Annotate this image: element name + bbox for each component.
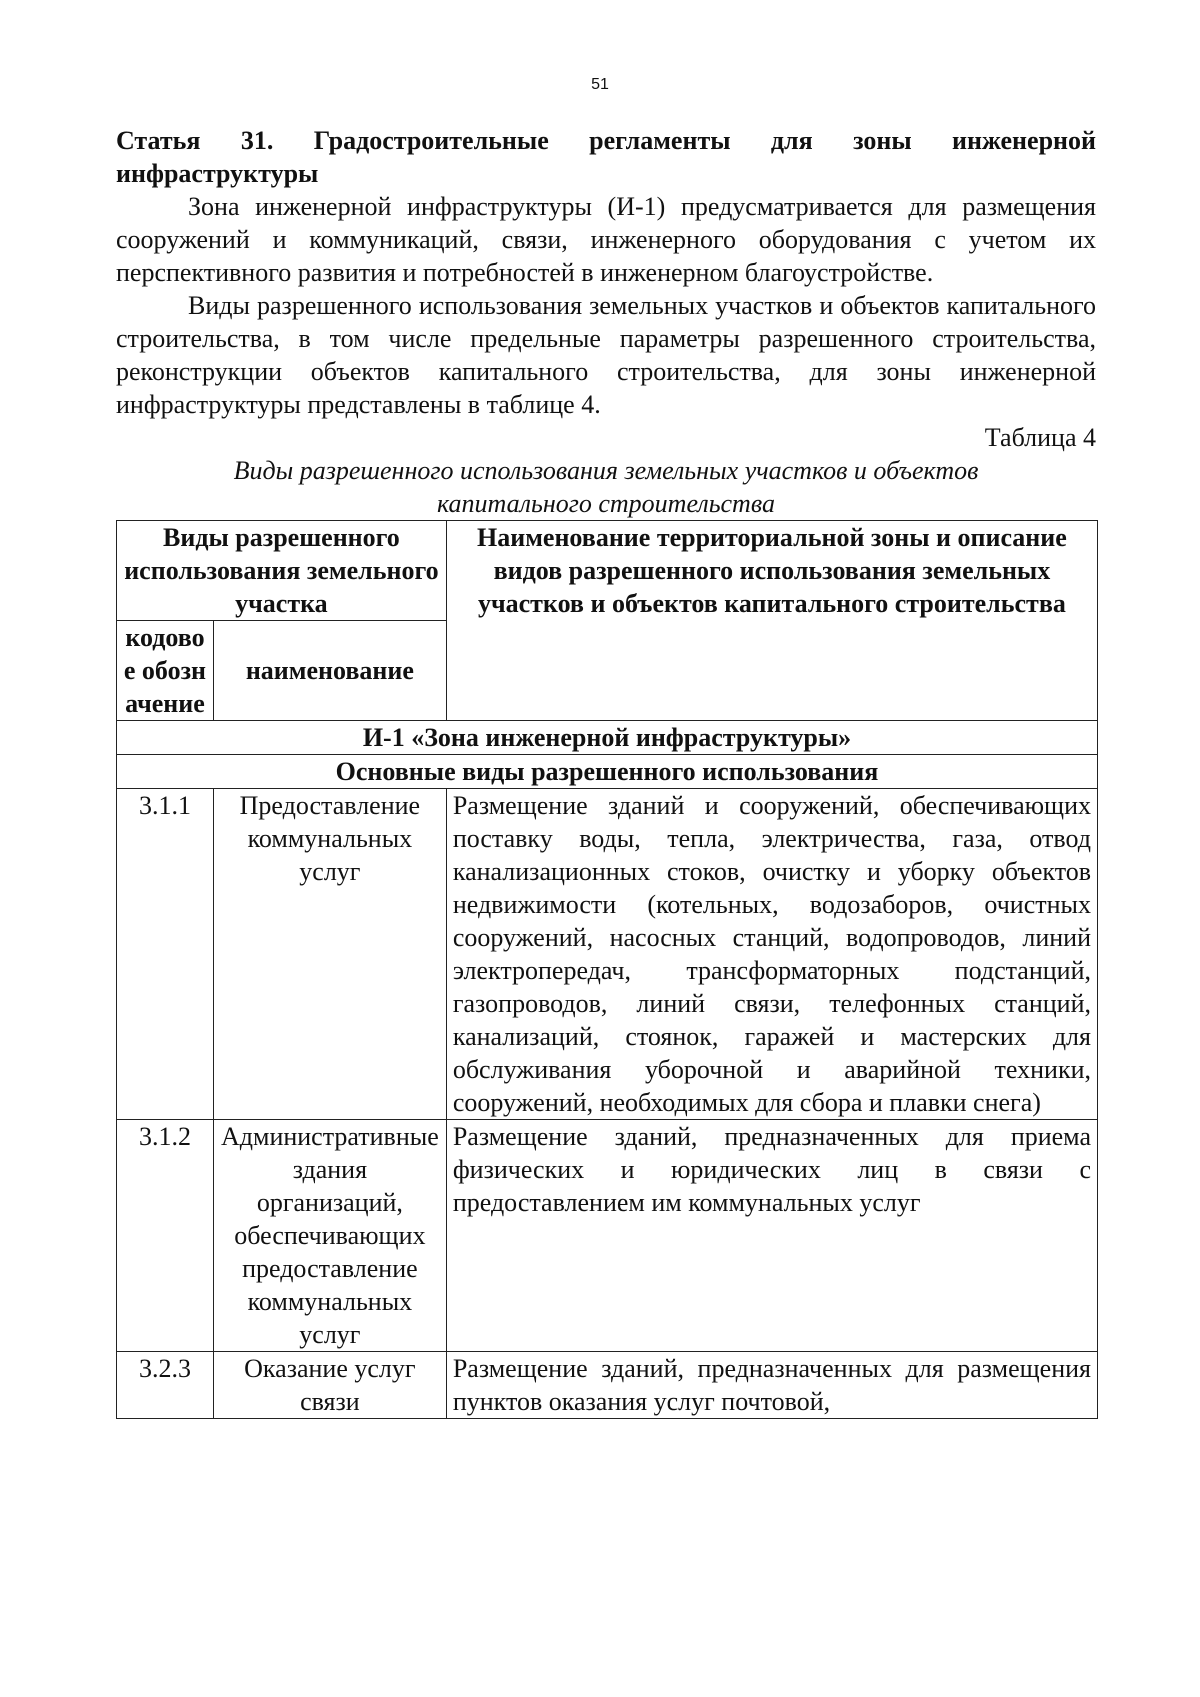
row-description: Размещение зданий, предназначенных для размещения пунктов оказания услуг почтовой, [446,1352,1097,1419]
row-code: 3.1.1 [117,789,214,1120]
document-body [116,124,1096,1419]
section-row: Основные виды разрешенного использования [117,755,1098,789]
zone-row: И-1 «Зона инженерной инфраструктуры» [117,721,1098,755]
article-title: Статья 31. Градостроительные регламенты для зоны инженерной инфраструктуры [116,126,1096,188]
row-code: 3.1.2 [117,1120,214,1352]
table-label: Таблица 4 [984,423,1096,452]
paragraph: Зона инженерной инфраструктуры (И-1) предусматривается для размещения сооружений и коммуникаций, связи, инженерного оборудования с учетом их перспективного развития и потребностей в инженерном благоустройстве. [116,192,1096,287]
row-name: Административные здания организаций, обеспечивающих предоставление коммунальных услуг [213,1120,446,1352]
paragraph: Виды разрешенного использования земельных участков и объектов капитального строительства, в том числе предельные параметры разрешенного строительства, реконструкции объектов капитального строительства, для зоны инженерной инфраструктуры представлены в таблице 4. [116,291,1096,419]
header-group: Виды разрешенного использования земельного участка [117,521,447,621]
table-row [117,789,1098,1120]
row-name: Предоставление коммунальных услуг [213,789,446,1120]
row-name: Оказание услуг связи [213,1352,446,1419]
zone-table [116,520,1098,1419]
table-row [117,1120,1098,1352]
header-description: Наименование территориальной зоны и описание видов разрешенного использования земельных участков и объектов капитального строительства [446,521,1097,721]
page-number: 51 [591,76,609,93]
row-description: Размещение зданий и сооружений, обеспечивающих поставку воды, тепла, электричества, газа, отвод канализационных стоков, очистку и уборку объектов недвижимости (котельных, водозаборов, очистных сооружений, насосных станций, водопроводов, линий электропередач, трансформаторных подстанций, газопроводов, линий связи, телефонных станций, канализаций, стоянок, гаражей и мастерских для обслуживания уборочной и аварийной техники, сооружений, необходимых для сбора и плавки снега) [446,789,1097,1120]
table-row [117,1352,1098,1419]
table-caption: Виды разрешенного использования земельных участков и объектов капитального строительства [233,456,979,518]
header-name: наименование [213,621,446,721]
row-description: Размещение зданий, предназначенных для приема физических и юридических лиц в связи с предоставлением им коммунальных услуг [446,1120,1097,1352]
header-code: кодовое обозначение [117,621,214,721]
row-code: 3.2.3 [117,1352,214,1419]
